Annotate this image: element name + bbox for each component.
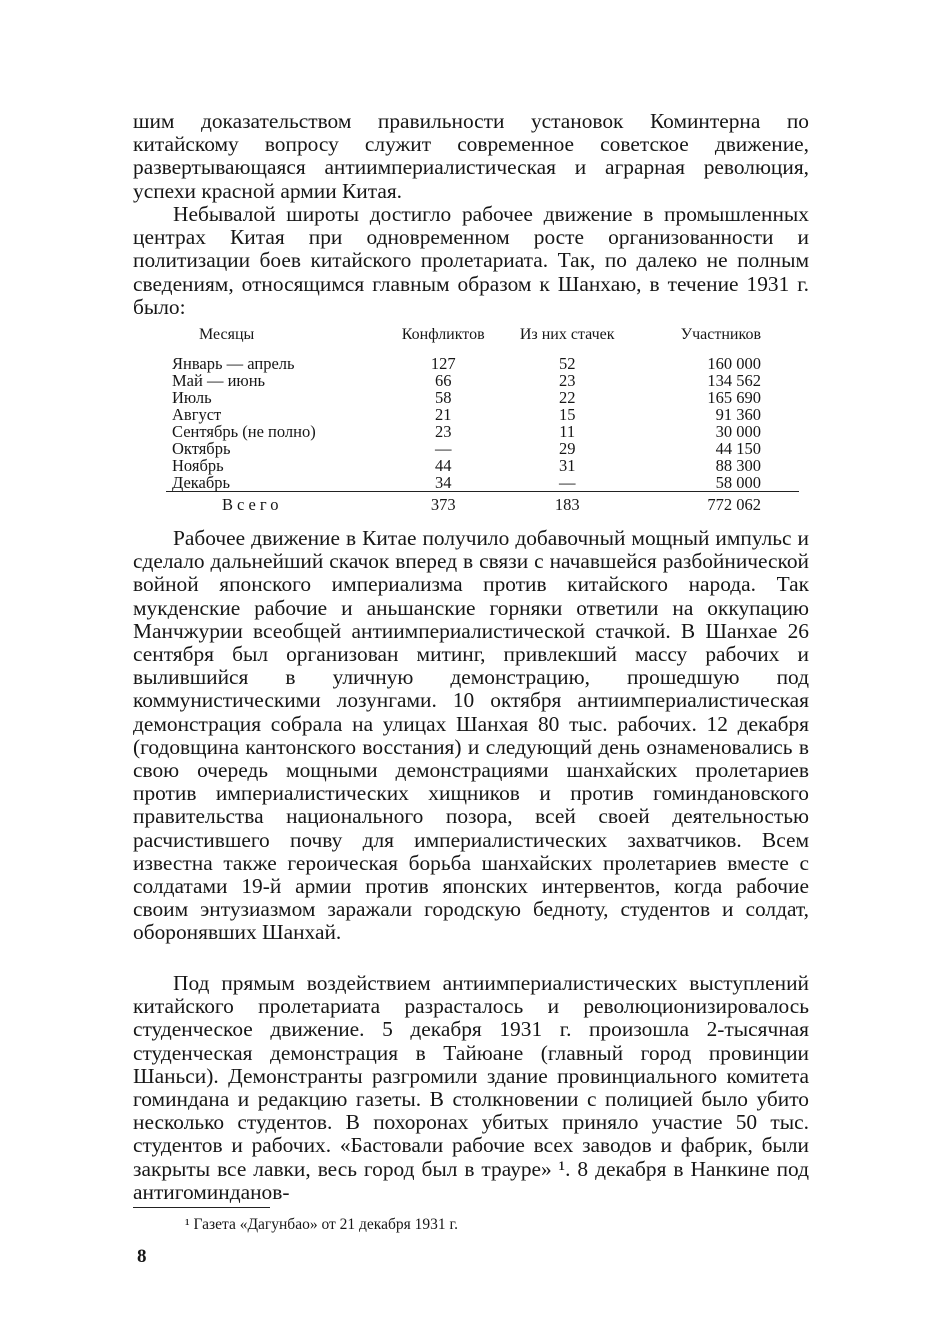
row-month: Октябрь <box>172 439 231 458</box>
paragraph-4: Под прямым воздействием антиимпериалистических выступлений китайского пролетариата разрасталось и революционизировалось студенческое движение. 5 декабря 1931 г. произошла 2-тысячная студенческая демонстрация в Тайюане (главный город провинции Шаньси). Демонстранты разгромили здание провинциального комитета гоминдана и редакцию газеты. В столкновении с полицией было убито несколько студентов. В похоронах убитых приняло участие 50 тыс. студентов и рабочих. «Бастовали рабочие всех заводов и фабрик, были закрыты все лавки, весь город был в трауре» ¹. 8 декабря в Нанкине под антигоминданов- <box>133 971 809 1204</box>
row-month: Декабрь <box>172 473 231 492</box>
row-conflicts: 44 <box>434 456 452 475</box>
row-participants: 44 150 <box>715 439 761 458</box>
row-strikes: 23 <box>558 371 576 390</box>
table-row <box>166 355 799 372</box>
row-month: Сентябрь (не полно) <box>172 422 316 441</box>
row-strikes: 29 <box>558 439 576 458</box>
paragraph-2: Небывалой широты достигло рабочее движение в промышленных центрах Китая при одновременном росте организованности и политизации боев китайского пролетариата. Так, по далеко не полным сведениям, относящимся главным образом к Шанхаю, в течение 1931 г. было: <box>133 202 809 319</box>
total-conflicts: 373 <box>394 492 493 514</box>
row-conflicts: 34 <box>434 473 452 492</box>
table-header-row <box>166 326 799 355</box>
row-participants: 30 000 <box>715 422 761 441</box>
row-conflicts: 58 <box>434 388 452 407</box>
table-row <box>166 423 799 440</box>
strike-statistics-table <box>166 326 799 513</box>
header-participants: Участников <box>680 326 761 343</box>
row-conflicts: 23 <box>434 422 452 441</box>
table-row <box>166 372 799 389</box>
row-strikes: 22 <box>558 388 576 407</box>
row-month: Май — июнь <box>172 371 266 390</box>
table-row <box>166 406 799 423</box>
row-participants: 58 000 <box>715 473 761 492</box>
table-row <box>166 457 799 474</box>
row-participants: 88 300 <box>715 456 761 475</box>
row-month: Ноябрь <box>172 456 224 475</box>
paragraph-1: шим доказательством правильности установок Коминтерна по китайскому вопросу служит современное советское движение, развертывающаяся антиимпериалистическая и аграрная революция, успехи красной армии Китая. <box>133 109 809 203</box>
footnote-divider <box>133 1207 270 1208</box>
row-strikes: 15 <box>558 405 576 424</box>
row-month: Январь — апрель <box>172 354 295 373</box>
row-strikes: 11 <box>559 422 576 441</box>
row-conflicts: 21 <box>434 405 452 424</box>
total-label: Всего <box>166 492 394 514</box>
row-participants: 160 000 <box>707 354 761 373</box>
table-row <box>166 440 799 457</box>
row-strikes: 31 <box>558 456 576 475</box>
page-number: 8 <box>137 1246 147 1267</box>
row-strikes: 52 <box>558 354 576 373</box>
total-strikes: 183 <box>493 492 642 514</box>
row-participants: 91 360 <box>715 405 761 424</box>
row-conflicts: 66 <box>434 371 452 390</box>
table-row <box>166 389 799 406</box>
row-month: Июль <box>172 388 212 407</box>
row-participants: 165 690 <box>707 388 761 407</box>
row-conflicts: — <box>434 439 452 458</box>
row-conflicts: 127 <box>430 354 456 373</box>
header-strikes: Из них стачек <box>519 326 615 343</box>
table-row <box>166 474 799 492</box>
footnote: ¹ Газета «Дагунбао» от 21 декабря 1931 г. <box>185 1216 458 1233</box>
row-strikes: — <box>558 473 576 492</box>
row-month: Август <box>172 405 222 424</box>
header-months: Месяцы <box>199 326 255 343</box>
header-conflicts: Конфликтов <box>401 326 485 343</box>
total-participants: 772 062 <box>642 492 799 514</box>
paragraph-3: Рабочее движение в Китае получило добавочный мощный импульс и сделало дальнейший скачок вперед в связи с начавшейся разбойнической войной японского империализма против китайского народа. Так мукденские рабочие и аньшанские горняки ответили на оккупацию Манчжурии всеобщей антиимпериалистической стачкой. В Шанхае 26 сентября был организован митинг, привлекший массу рабочих и вылившийся в уличную демонстрацию, прошедшую под коммунистическими лозунгами. 10 октября антиимпериалистическая демонстрация собрала на улицах Шанхая 80 тыс. рабочих. 12 декабря (годовщина кантонского восстания) и следующий день ознаменовались в свою очередь мощными демонстрациями шанхайских пролетариев против империалистических хищников и против гоминдановского правительства национального позора, всей своей деятельностью расчистившего почву для империалистических захватчиков. Всем известна также героическая борьба шанхайских пролетариев вместе с солдатами 19-й армии против японских интервентов, когда рабочие своим энтузиазмом заражали городскую бедноту, студентов и солдат, оборонявших Шанхай. <box>133 526 809 945</box>
row-participants: 134 562 <box>707 371 761 390</box>
table-total-row <box>166 492 799 514</box>
